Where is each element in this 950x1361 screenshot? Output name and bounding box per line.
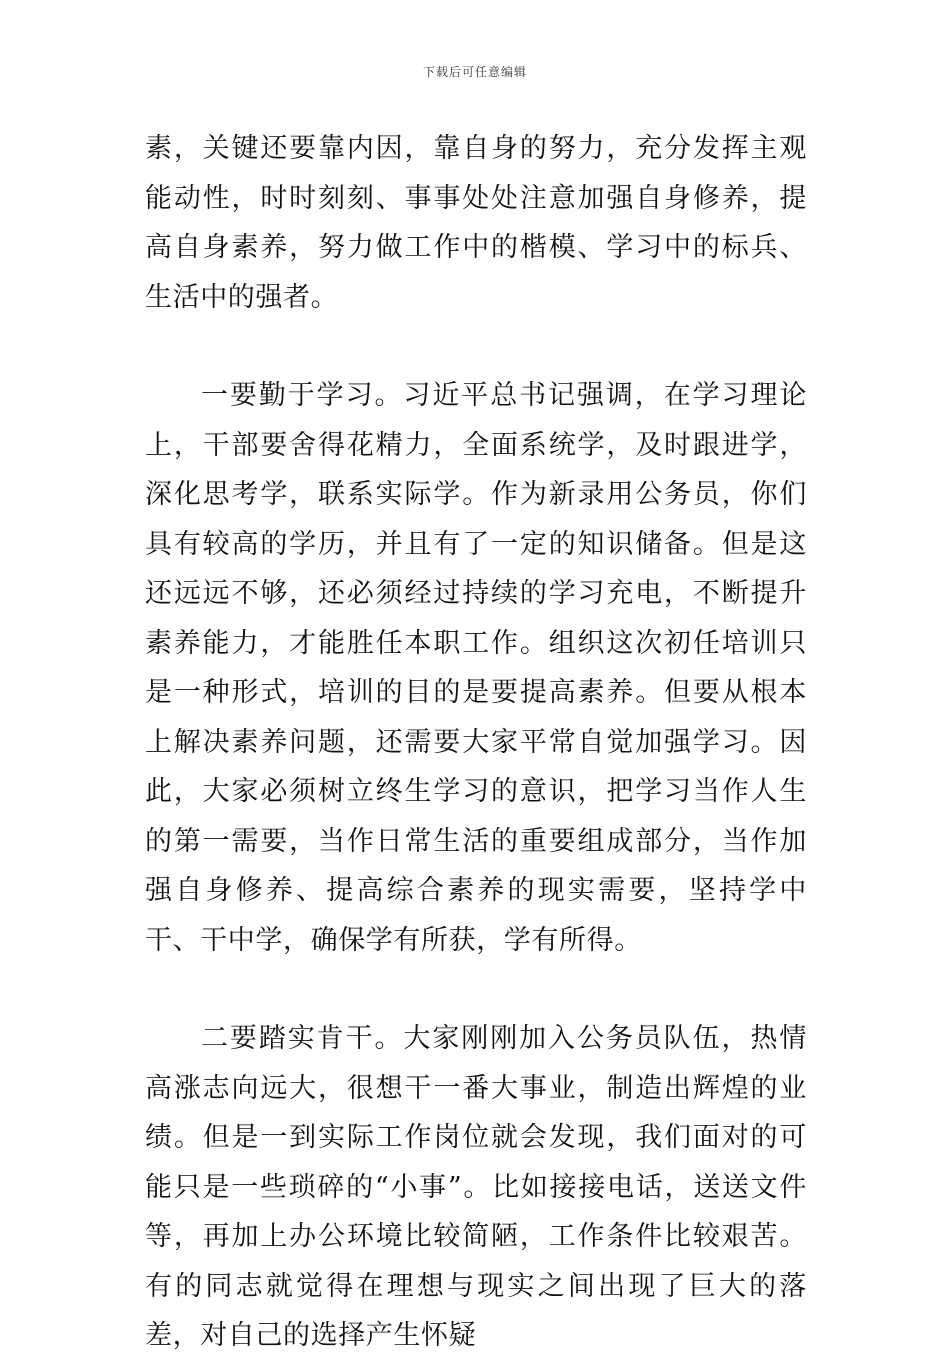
- page-header-note: 下载后可任意编辑: [422, 65, 527, 79]
- paragraph-work: 二要踏实肯干。大家刚刚加入公务员队伍，热情高涨志向远大，很想干一番大事业，制造出辉煌的业绩。但是一到实际工作岗位就会发现，我们面对的可能只是一些琐碎的“小事”。比如接接电话，送送文件等，再加上办公环境比较简陋，工作条件比较艰苦。有的同志就觉得在理想与现实之间出现了巨大的落差，对自己的选择产生怀疑: [145, 1023, 807, 1351]
- paragraph-spacer: [145, 322, 807, 371]
- paragraph-study: 一要勤于学习。习近平总书记强调，在学习理论上，干部要舍得花精力，全面系统学，及时跟进学，深化思考学，联系实际学。作为新录用公务员，你们具有较高的学历，并且有了一定的知识储备。但是这还远远不够，还必须经过持续的学习充电，不断提升素养能力，才能胜任本职工作。组织这次初任培训只是一种形式，培训的目的是要提高素养。但要从根本上解决素养问题，还需要大家平常自觉加强学习。因此，大家必须树立终生学习的意识，把学习当作人生的第一需要，当作日常生活的重要组成部分，当作加强自身修养、提高综合素养的现实需要，坚持学中干、干中学，确保学有所获，学有所得。: [145, 380, 807, 956]
- paragraph-continued: 素，关键还要靠内因，靠自身的努力，充分发挥主观能动性，时时刻刻、事事处处注意加强自身修养，提高自身素养，努力做工作中的楷模、学习中的标兵、生活中的强者。: [145, 133, 807, 313]
- paragraph-spacer: [145, 965, 807, 1014]
- document-body: [145, 124, 807, 1361]
